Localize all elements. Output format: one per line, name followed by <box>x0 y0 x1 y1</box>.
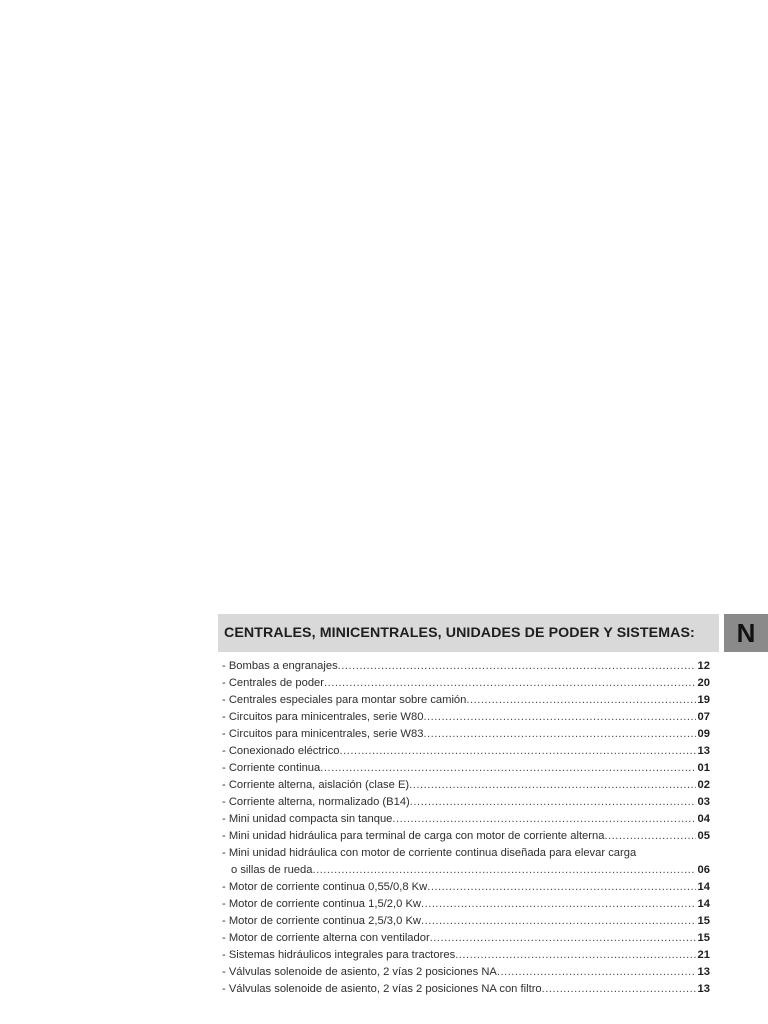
toc-item[interactable] <box>222 726 710 743</box>
dot-leader <box>338 658 696 675</box>
toc-item-page: 13 <box>697 983 710 995</box>
toc-item-label: - Centrales especiales para montar sobre camión <box>222 694 467 706</box>
toc-item-page: 02 <box>697 779 710 791</box>
toc-item[interactable] <box>222 896 710 913</box>
toc-item-page: 05 <box>697 830 710 842</box>
toc-item-page: 14 <box>697 898 710 910</box>
toc-item-page: 03 <box>697 796 710 808</box>
toc-item-page: 04 <box>697 813 710 825</box>
toc-item-label: - Circuitos para minicentrales, serie W80 <box>222 711 424 723</box>
toc-item-page: 09 <box>697 728 710 740</box>
toc-item-page: 06 <box>697 864 710 876</box>
toc-item-label-continued: o sillas de rueda <box>231 864 313 876</box>
dot-leader <box>324 675 696 692</box>
toc-item-label: - Corriente alterna, aislación (clase E) <box>222 779 410 791</box>
toc-item-label: - Conexionado eléctrico <box>222 745 340 757</box>
toc-item[interactable] <box>222 743 710 760</box>
dot-leader <box>410 794 696 811</box>
toc-item[interactable] <box>222 845 710 879</box>
dot-leader <box>466 692 695 709</box>
toc-item-page: 19 <box>697 694 710 706</box>
dot-leader <box>542 981 696 998</box>
table-of-contents <box>222 658 710 998</box>
toc-item-page: 12 <box>697 660 710 672</box>
toc-item-label: - Mini unidad compacta sin tanque <box>222 813 393 825</box>
toc-item-page: 21 <box>697 949 710 961</box>
toc-item-label: - Centrales de poder <box>222 677 324 689</box>
dot-leader <box>421 913 696 930</box>
dot-leader <box>497 964 696 981</box>
dot-leader <box>320 760 695 777</box>
toc-item-label: - Válvulas solenoide de asiento, 2 vías 2 posiciones NA con filtro <box>222 983 542 995</box>
toc-item[interactable] <box>222 709 710 726</box>
toc-item-page: 07 <box>697 711 710 723</box>
dot-leader <box>427 879 695 896</box>
toc-item-label: - Motor de corriente continua 0,55/0,8 Kw <box>222 881 428 893</box>
dot-leader <box>409 777 695 794</box>
toc-item[interactable] <box>222 777 710 794</box>
toc-item-label: - Válvulas solenoide de asiento, 2 vías 2 posiciones NA <box>222 966 497 978</box>
dot-leader <box>423 726 695 743</box>
toc-item-page: 15 <box>697 932 710 944</box>
dot-leader <box>430 930 696 947</box>
toc-item[interactable] <box>222 981 710 998</box>
toc-item[interactable] <box>222 930 710 947</box>
dot-leader <box>423 709 695 726</box>
dot-leader <box>312 862 695 879</box>
toc-item-page: 13 <box>697 745 710 757</box>
toc-item-page: 01 <box>697 762 710 774</box>
toc-item-label: - Circuitos para minicentrales, serie W83 <box>222 728 424 740</box>
toc-item-label: - Motor de corriente alterna con ventilador <box>222 932 430 944</box>
dot-leader <box>340 743 696 760</box>
toc-item[interactable] <box>222 947 710 964</box>
toc-item-label: - Corriente alterna, normalizado (B14) <box>222 796 410 808</box>
section-header <box>218 614 719 652</box>
toc-item-label: - Mini unidad hidráulica para terminal de carga con motor de corriente alterna <box>222 830 605 842</box>
section-letter: N <box>736 617 756 648</box>
toc-item[interactable] <box>222 828 710 845</box>
toc-item[interactable] <box>222 692 710 709</box>
toc-item[interactable] <box>222 658 710 675</box>
toc-item-label: - Sistemas hidráulicos integrales para tractores <box>222 949 456 961</box>
dot-leader <box>604 828 695 845</box>
toc-item[interactable] <box>222 913 710 930</box>
toc-item[interactable] <box>222 964 710 981</box>
toc-item[interactable] <box>222 675 710 692</box>
dot-leader <box>421 896 696 913</box>
section-tab <box>724 614 768 652</box>
toc-item[interactable] <box>222 879 710 896</box>
dot-leader <box>392 811 695 828</box>
toc-item-page: 13 <box>697 966 710 978</box>
toc-item[interactable] <box>222 811 710 828</box>
toc-item-label: - Mini unidad hidráulica con motor de corriente continua diseñada para elevar carga <box>222 847 637 859</box>
toc-item-label: - Bombas a engranajes <box>222 660 338 672</box>
toc-item[interactable] <box>222 794 710 811</box>
toc-item-page: 15 <box>697 915 710 927</box>
toc-item-label: - Corriente continua <box>222 762 321 774</box>
toc-item[interactable] <box>222 760 710 777</box>
section-title: CENTRALES, MINICENTRALES, UNIDADES DE PODER Y SISTEMAS: <box>224 625 695 641</box>
dot-leader <box>455 947 695 964</box>
toc-item-page: 14 <box>697 881 710 893</box>
toc-item-label: - Motor de corriente continua 1,5/2,0 Kw <box>222 898 421 910</box>
toc-item-label: - Motor de corriente continua 2,5/3,0 Kw <box>222 915 421 927</box>
toc-item-page: 20 <box>697 677 710 689</box>
